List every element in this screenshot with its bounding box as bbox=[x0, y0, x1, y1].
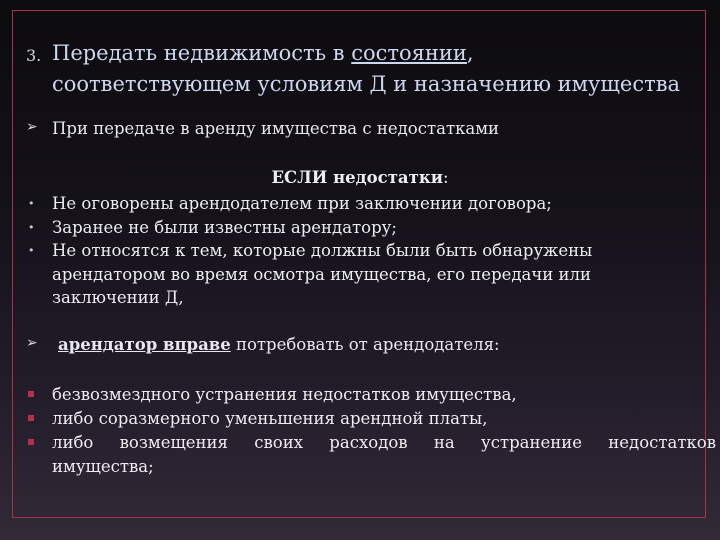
heading-line-1-start: Передать недвижимость в bbox=[52, 41, 352, 65]
list-item bbox=[26, 239, 592, 263]
list-item-continuation bbox=[26, 286, 592, 310]
list-item-text: арендатором во время осмотра имущества, его передачи или bbox=[52, 264, 592, 284]
dot-bullet-icon: • bbox=[28, 244, 35, 257]
heading-line-2: соответствующем условиям Д и назначению имущества bbox=[52, 72, 681, 96]
point-1-text: При передаче в аренду имущества с недостатками bbox=[52, 119, 500, 138]
list-item-continuation bbox=[26, 263, 592, 287]
point-2 bbox=[26, 335, 500, 354]
list-item bbox=[26, 407, 716, 431]
point-2-text bbox=[58, 335, 500, 354]
list-item-text: безвозмездного устранения недостатков имущества, bbox=[52, 385, 517, 404]
arrow-bullet-icon: ➢ bbox=[26, 335, 38, 351]
list-item-text: Не относятся к тем, которые должны были быть обнаружены bbox=[52, 241, 593, 260]
list-item-text: Заранее не были известны арендатору; bbox=[52, 217, 397, 237]
list-item-text: либо возмещения своих расходов на устранение недостатков bbox=[52, 433, 716, 452]
list-item-text: либо соразмерного уменьшения арендной платы, bbox=[52, 409, 488, 428]
point-1 bbox=[26, 119, 499, 138]
heading-underlined-word: состоянии bbox=[351, 41, 467, 65]
list-item bbox=[26, 216, 592, 240]
tenant-right-rest: потребовать от арендодателя: bbox=[230, 335, 500, 354]
heading-number: 3. bbox=[26, 46, 42, 65]
list-item-text: имущества; bbox=[52, 457, 154, 476]
conditions-list bbox=[26, 192, 592, 310]
heading-line-1 bbox=[52, 38, 680, 69]
dot-bullet-icon: • bbox=[28, 220, 35, 234]
heading-line-1-end: , bbox=[466, 41, 474, 65]
tenant-right-bold: арендатор вправе bbox=[58, 335, 231, 354]
list-item bbox=[26, 383, 716, 407]
condition-heading bbox=[0, 168, 720, 187]
arrow-bullet-icon: ➢ bbox=[26, 119, 38, 135]
square-bullet-icon bbox=[28, 439, 34, 445]
square-bullet-icon bbox=[28, 415, 34, 421]
heading bbox=[26, 38, 680, 100]
list-item bbox=[26, 192, 592, 216]
condition-suffix: : bbox=[443, 168, 449, 187]
square-bullet-icon bbox=[28, 391, 34, 397]
dot-bullet-icon: • bbox=[28, 197, 35, 210]
list-item-continuation bbox=[26, 455, 716, 479]
list-item bbox=[26, 431, 716, 455]
list-item-text: заключении Д, bbox=[52, 288, 184, 307]
condition-bold: ЕСЛИ недостатки bbox=[271, 168, 443, 187]
remedies-list bbox=[26, 383, 716, 479]
list-item-text: Не оговорены арендодателем при заключении договора; bbox=[52, 194, 552, 213]
